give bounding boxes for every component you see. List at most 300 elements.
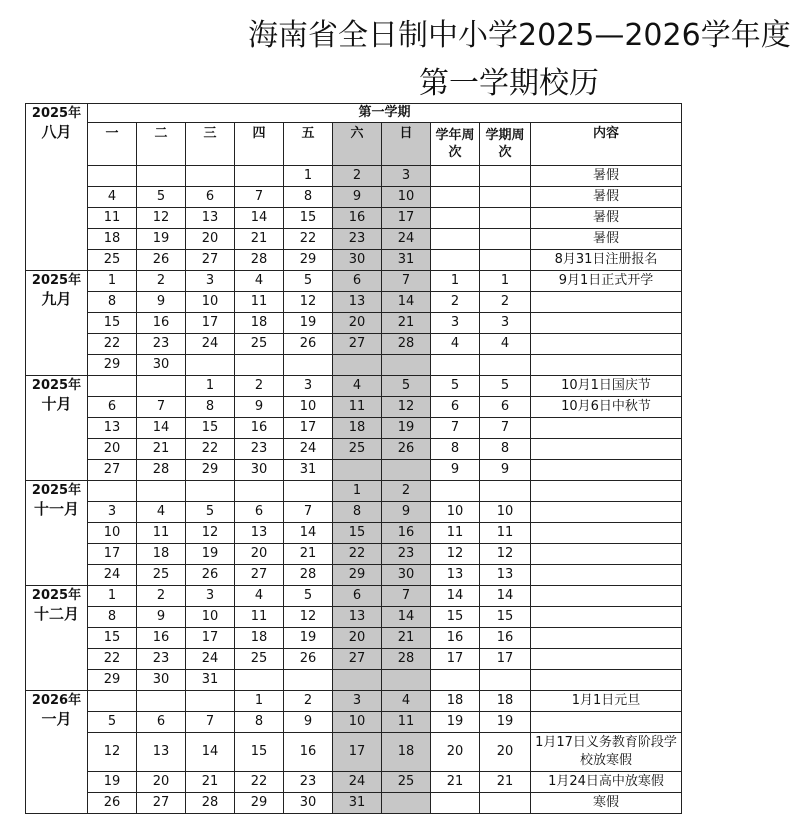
semester-week-cell [480,229,531,250]
table-row [26,397,682,418]
day-cell: 17 [186,313,235,334]
day-cell: 27 [137,793,186,814]
content-cell [531,628,682,649]
day-cell: 18 [88,229,137,250]
content-header: 内容 [531,123,682,166]
day-cell: 10 [186,607,235,628]
semester-week-cell: 7 [480,418,531,439]
day-cell: 28 [382,334,431,355]
day-cell [284,481,333,502]
day-cell: 21 [382,628,431,649]
semester-week-cell: 20 [480,733,531,772]
content-cell: 8月31日注册报名 [531,250,682,271]
table-row [26,607,682,628]
school-year-week-cell: 4 [431,334,480,355]
table-row [26,565,682,586]
day-cell: 5 [284,271,333,292]
page-subtitle: 第一学期校历 [419,66,599,101]
semester-week-cell [480,793,531,814]
day-cell: 8 [186,397,235,418]
day-cell: 18 [235,628,284,649]
semester-week-cell: 4 [480,334,531,355]
day-cell: 17 [284,418,333,439]
content-cell: 暑假 [531,166,682,187]
content-cell [531,649,682,670]
day-cell: 10 [186,292,235,313]
table-row [26,355,682,376]
day-cell: 8 [284,187,333,208]
day-cell: 26 [137,250,186,271]
day-cell [88,481,137,502]
day-cell: 5 [186,502,235,523]
day-cell: 17 [186,628,235,649]
day-cell: 15 [88,313,137,334]
day-cell: 23 [333,229,382,250]
day-cell: 20 [186,229,235,250]
day-cell: 24 [186,649,235,670]
day-cell: 6 [333,271,382,292]
day-cell: 29 [333,565,382,586]
day-cell: 6 [88,397,137,418]
day-cell: 30 [333,250,382,271]
day-cell [137,481,186,502]
weekday-header: 日 [382,123,431,166]
day-cell: 29 [284,250,333,271]
day-cell: 4 [235,271,284,292]
day-cell: 10 [88,523,137,544]
table-row [26,271,682,292]
day-cell: 5 [382,376,431,397]
weekday-header: 五 [284,123,333,166]
day-cell [382,460,431,481]
day-cell: 30 [284,793,333,814]
semester-week-cell: 11 [480,523,531,544]
day-cell: 23 [137,334,186,355]
day-cell: 27 [186,250,235,271]
content-cell [531,607,682,628]
school-year-week-cell: 5 [431,376,480,397]
school-year-week-cell: 10 [431,502,480,523]
day-cell: 14 [137,418,186,439]
content-cell [531,712,682,733]
day-cell: 16 [382,523,431,544]
day-cell: 26 [88,793,137,814]
day-cell: 3 [284,376,333,397]
day-cell: 11 [235,607,284,628]
day-cell: 9 [284,712,333,733]
school-year-week-cell: 1 [431,271,480,292]
day-cell: 1 [284,166,333,187]
semester-week-cell: 2 [480,292,531,313]
day-cell: 22 [88,649,137,670]
day-cell: 11 [137,523,186,544]
semester-week-cell: 5 [480,376,531,397]
month-name: 八月 [41,123,72,141]
day-cell [382,670,431,691]
semester-week-cell [480,670,531,691]
day-cell: 16 [137,628,186,649]
day-cell [382,355,431,376]
day-cell: 26 [186,565,235,586]
day-cell: 3 [88,502,137,523]
semester-week-cell: 8 [480,439,531,460]
day-cell: 5 [88,712,137,733]
day-cell: 4 [137,502,186,523]
day-cell: 17 [382,208,431,229]
school-year-week-cell: 2 [431,292,480,313]
day-cell: 3 [333,691,382,712]
table-row [26,628,682,649]
table-row [26,376,682,397]
day-cell: 9 [382,502,431,523]
day-cell [333,460,382,481]
day-cell: 24 [382,229,431,250]
month-name: 十二月 [33,605,79,623]
day-cell: 22 [186,439,235,460]
school-calendar-table [25,103,682,814]
day-cell: 5 [284,586,333,607]
content-cell [531,502,682,523]
day-cell: 31 [186,670,235,691]
day-cell: 23 [235,439,284,460]
day-cell: 28 [186,793,235,814]
day-cell: 28 [235,250,284,271]
day-cell: 12 [186,523,235,544]
day-cell: 31 [382,250,431,271]
day-cell: 25 [235,334,284,355]
school-year-week-cell: 11 [431,523,480,544]
day-cell [235,481,284,502]
semester-week-cell: 18 [480,691,531,712]
day-cell: 11 [382,712,431,733]
semester-week-cell: 3 [480,313,531,334]
day-cell: 21 [137,439,186,460]
school-year-week-header: 学年周次 [431,123,480,166]
semester-week-cell: 6 [480,397,531,418]
day-cell: 13 [88,418,137,439]
month-label [26,271,88,376]
content-cell: 1月17日义务教育阶段学校放寒假 [531,733,682,772]
content-cell [531,670,682,691]
day-cell: 22 [88,334,137,355]
day-cell: 6 [333,586,382,607]
weekday-header: 四 [235,123,284,166]
table-row [26,733,682,772]
day-cell [186,691,235,712]
day-cell: 14 [382,607,431,628]
day-cell: 10 [284,397,333,418]
day-cell: 27 [235,565,284,586]
semester-week-cell: 1 [480,271,531,292]
content-cell: 1月24日高中放寒假 [531,772,682,793]
day-cell: 24 [186,334,235,355]
day-cell: 4 [235,586,284,607]
table-row [26,208,682,229]
day-cell [186,166,235,187]
day-cell: 1 [333,481,382,502]
semester-week-cell: 12 [480,544,531,565]
day-cell: 23 [284,772,333,793]
day-cell: 2 [333,166,382,187]
day-cell: 30 [137,670,186,691]
semester-week-cell: 19 [480,712,531,733]
school-year-week-cell: 6 [431,397,480,418]
day-cell: 26 [284,649,333,670]
day-cell: 15 [186,418,235,439]
day-cell: 1 [186,376,235,397]
day-cell [88,376,137,397]
day-cell: 17 [333,733,382,772]
content-cell [531,523,682,544]
school-year-week-cell [431,166,480,187]
day-cell: 22 [284,229,333,250]
school-year-week-cell: 15 [431,607,480,628]
day-cell: 30 [137,355,186,376]
day-cell [186,481,235,502]
day-cell: 12 [88,733,137,772]
table-row [26,502,682,523]
day-cell: 4 [333,376,382,397]
month-year: 2025年 [31,106,82,121]
page-title: 海南省全日制中小学2025—2026学年度 [248,18,791,53]
table-row [26,772,682,793]
school-year-week-cell [431,250,480,271]
month-label [26,691,88,814]
school-year-week-cell [431,481,480,502]
table-row [26,544,682,565]
content-cell [531,313,682,334]
day-cell: 3 [186,586,235,607]
day-cell: 19 [186,544,235,565]
day-cell: 4 [382,691,431,712]
month-label [26,586,88,691]
day-cell: 16 [235,418,284,439]
day-cell: 28 [382,649,431,670]
month-label [26,104,88,271]
day-cell: 26 [382,439,431,460]
day-cell: 21 [382,313,431,334]
table-row [26,649,682,670]
month-name: 九月 [41,290,72,308]
day-cell: 18 [382,733,431,772]
day-cell: 25 [382,772,431,793]
day-cell: 22 [235,772,284,793]
day-cell [235,670,284,691]
weekday-header: 一 [88,123,137,166]
content-cell [531,586,682,607]
day-cell: 9 [137,292,186,313]
day-cell: 19 [284,628,333,649]
day-cell [333,670,382,691]
day-cell: 25 [235,649,284,670]
day-cell: 3 [186,271,235,292]
semester-week-header: 学期周次 [480,123,531,166]
content-cell: 1月1日元旦 [531,691,682,712]
content-cell [531,418,682,439]
day-cell: 24 [333,772,382,793]
day-cell: 22 [333,544,382,565]
school-year-week-cell [431,229,480,250]
weekday-header: 六 [333,123,382,166]
day-cell: 16 [284,733,333,772]
school-year-week-cell [431,793,480,814]
day-cell: 27 [333,649,382,670]
day-cell: 3 [382,166,431,187]
school-year-week-cell: 21 [431,772,480,793]
day-cell: 2 [235,376,284,397]
school-year-week-cell: 9 [431,460,480,481]
day-cell: 1 [88,586,137,607]
school-year-week-cell: 16 [431,628,480,649]
day-cell: 26 [284,334,333,355]
content-cell [531,292,682,313]
semester-week-cell: 10 [480,502,531,523]
day-cell: 13 [333,607,382,628]
weekday-header: 三 [186,123,235,166]
day-cell: 25 [333,439,382,460]
day-cell: 14 [382,292,431,313]
day-cell [235,355,284,376]
semester-week-cell [480,187,531,208]
day-cell: 2 [137,586,186,607]
day-cell: 18 [137,544,186,565]
content-cell [531,460,682,481]
month-year: 2026年 [31,693,82,708]
school-year-week-cell [431,208,480,229]
day-cell: 21 [186,772,235,793]
school-year-week-cell: 8 [431,439,480,460]
day-cell: 10 [333,712,382,733]
month-label [26,376,88,481]
semester-week-cell [480,166,531,187]
day-cell: 19 [382,418,431,439]
day-cell [235,166,284,187]
day-cell: 8 [88,607,137,628]
day-cell: 15 [235,733,284,772]
semester-week-cell: 14 [480,586,531,607]
day-cell: 28 [284,565,333,586]
semester-week-cell [480,250,531,271]
school-year-week-cell [431,355,480,376]
content-cell: 10月1日国庆节 [531,376,682,397]
day-cell: 13 [137,733,186,772]
day-cell: 8 [235,712,284,733]
day-cell: 29 [88,355,137,376]
table-row [26,334,682,355]
day-cell: 13 [235,523,284,544]
school-year-week-cell: 12 [431,544,480,565]
day-cell: 10 [382,187,431,208]
day-cell: 7 [137,397,186,418]
content-cell [531,565,682,586]
day-cell: 11 [235,292,284,313]
day-cell: 9 [235,397,284,418]
content-cell: 9月1日正式开学 [531,271,682,292]
day-cell [137,166,186,187]
content-cell [531,481,682,502]
school-year-week-cell [431,187,480,208]
day-cell: 2 [137,271,186,292]
table-row [26,691,682,712]
school-year-week-cell: 13 [431,565,480,586]
semester-week-cell: 16 [480,628,531,649]
day-cell: 8 [333,502,382,523]
day-cell: 7 [186,712,235,733]
day-cell: 12 [284,292,333,313]
day-cell: 13 [333,292,382,313]
day-cell: 6 [235,502,284,523]
day-cell: 24 [284,439,333,460]
day-cell: 12 [382,397,431,418]
day-cell: 28 [137,460,186,481]
semester-week-cell: 21 [480,772,531,793]
day-cell [88,691,137,712]
day-cell: 7 [382,586,431,607]
content-cell [531,334,682,355]
day-cell: 13 [186,208,235,229]
day-cell: 30 [235,460,284,481]
school-year-week-cell: 7 [431,418,480,439]
day-cell: 11 [88,208,137,229]
day-cell: 19 [137,229,186,250]
day-cell: 15 [333,523,382,544]
school-year-week-cell [431,670,480,691]
content-cell: 暑假 [531,187,682,208]
month-year: 2025年 [31,483,82,498]
semester-week-cell: 9 [480,460,531,481]
day-cell: 7 [284,502,333,523]
school-year-week-cell: 3 [431,313,480,334]
day-cell: 18 [235,313,284,334]
table-row [26,523,682,544]
table-row [26,313,682,334]
semester-week-cell [480,355,531,376]
content-cell: 暑假 [531,208,682,229]
month-year: 2025年 [31,378,82,393]
day-cell: 25 [137,565,186,586]
table-row [26,187,682,208]
day-cell: 23 [137,649,186,670]
school-year-week-cell: 20 [431,733,480,772]
month-name: 十月 [41,395,72,413]
table-row [26,418,682,439]
day-cell: 19 [284,313,333,334]
table-row [26,793,682,814]
semester-week-cell: 13 [480,565,531,586]
day-cell [382,793,431,814]
day-cell: 2 [284,691,333,712]
content-cell: 寒假 [531,793,682,814]
day-cell: 7 [235,187,284,208]
school-year-week-cell: 14 [431,586,480,607]
day-cell: 14 [186,733,235,772]
day-cell: 9 [137,607,186,628]
day-cell: 12 [284,607,333,628]
day-cell [137,376,186,397]
day-cell: 29 [186,460,235,481]
day-cell: 18 [333,418,382,439]
content-cell [531,544,682,565]
day-cell [186,355,235,376]
day-cell: 31 [284,460,333,481]
day-cell: 14 [235,208,284,229]
day-cell: 24 [88,565,137,586]
day-cell: 29 [88,670,137,691]
table-row [26,481,682,502]
day-cell: 20 [235,544,284,565]
day-cell: 6 [137,712,186,733]
day-cell: 6 [186,187,235,208]
